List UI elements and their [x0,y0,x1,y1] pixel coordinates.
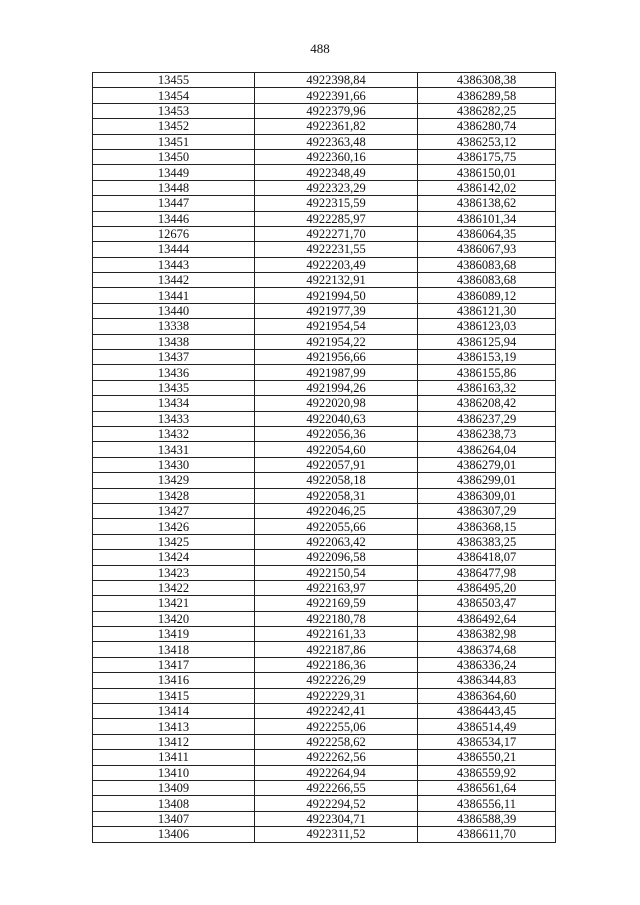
y-coordinate-cell: 4386477,98 [418,565,556,580]
y-coordinate-cell: 4386611,70 [418,827,556,842]
table-row [93,211,556,226]
page-number: 488 [310,41,330,56]
x-coordinate-cell: 4921977,39 [255,303,418,318]
x-coordinate-cell: 4922255,06 [255,719,418,734]
y-coordinate-cell: 4386307,29 [418,503,556,518]
point-number-cell: 13432 [93,426,255,441]
y-coordinate-cell: 4386125,94 [418,334,556,349]
y-coordinate-cell: 4386253,12 [418,134,556,149]
y-coordinate-cell: 4386492,64 [418,611,556,626]
table-row [93,226,556,241]
point-number-cell: 13431 [93,442,255,457]
x-coordinate-cell: 4922132,91 [255,273,418,288]
x-coordinate-cell: 4922150,54 [255,565,418,580]
x-coordinate-cell: 4921954,22 [255,334,418,349]
x-coordinate-cell: 4922379,96 [255,103,418,118]
y-coordinate-cell: 4386208,42 [418,396,556,411]
point-number-cell: 13455 [93,73,255,88]
table-row [93,334,556,349]
x-coordinate-cell: 4922180,78 [255,611,418,626]
table-row [93,196,556,211]
x-coordinate-cell: 4922186,36 [255,657,418,672]
x-coordinate-cell: 4922054,60 [255,442,418,457]
y-coordinate-cell: 4386443,45 [418,704,556,719]
y-coordinate-cell: 4386264,04 [418,442,556,457]
point-number-cell: 13338 [93,319,255,334]
y-coordinate-cell: 4386280,74 [418,119,556,134]
point-number-cell: 13452 [93,119,255,134]
point-number-cell: 13419 [93,627,255,642]
x-coordinate-cell: 4922398,84 [255,73,418,88]
table-row [93,534,556,549]
point-number-cell: 13453 [93,103,255,118]
y-coordinate-cell: 4386155,86 [418,365,556,380]
point-number-cell: 13449 [93,165,255,180]
table-row [93,457,556,472]
point-number-cell: 13433 [93,411,255,426]
x-coordinate-cell: 4922229,31 [255,688,418,703]
point-number-cell: 13422 [93,580,255,595]
point-number-cell: 13425 [93,534,255,549]
y-coordinate-cell: 4386534,17 [418,734,556,749]
point-number-cell: 13428 [93,488,255,503]
point-number-cell: 13441 [93,288,255,303]
table-row [93,473,556,488]
table-row [93,273,556,288]
y-coordinate-cell: 4386383,25 [418,534,556,549]
table-row [93,411,556,426]
y-coordinate-cell: 4386364,60 [418,688,556,703]
y-coordinate-cell: 4386175,75 [418,149,556,164]
x-coordinate-cell: 4922040,63 [255,411,418,426]
y-coordinate-cell: 4386368,15 [418,519,556,534]
x-coordinate-cell: 4922057,91 [255,457,418,472]
x-coordinate-cell: 4922294,52 [255,796,418,811]
y-coordinate-cell: 4386559,92 [418,765,556,780]
x-coordinate-cell: 4922361,82 [255,119,418,134]
table-row [93,134,556,149]
y-coordinate-cell: 4386374,68 [418,642,556,657]
x-coordinate-cell: 4922056,36 [255,426,418,441]
table-row [93,303,556,318]
point-number-cell: 13448 [93,180,255,195]
y-coordinate-cell: 4386083,68 [418,273,556,288]
table-row [93,442,556,457]
point-number-cell: 13412 [93,734,255,749]
table-row [93,688,556,703]
x-coordinate-cell: 4922258,62 [255,734,418,749]
x-coordinate-cell: 4922262,56 [255,750,418,765]
point-number-cell: 13437 [93,350,255,365]
point-number-cell: 13424 [93,550,255,565]
point-number-cell: 13408 [93,796,255,811]
table-row [93,288,556,303]
x-coordinate-cell: 4922169,59 [255,596,418,611]
point-number-cell: 13410 [93,765,255,780]
x-coordinate-cell: 4922058,31 [255,488,418,503]
x-coordinate-cell: 4922348,49 [255,165,418,180]
y-coordinate-cell: 4386138,62 [418,196,556,211]
point-number-cell: 13409 [93,780,255,795]
x-coordinate-cell: 4922266,55 [255,780,418,795]
point-number-cell: 13407 [93,811,255,826]
y-coordinate-cell: 4386418,07 [418,550,556,565]
point-number-cell: 13434 [93,396,255,411]
y-coordinate-cell: 4386064,35 [418,226,556,241]
x-coordinate-cell: 4922187,86 [255,642,418,657]
table-row [93,165,556,180]
y-coordinate-cell: 4386561,64 [418,780,556,795]
point-number-cell: 13416 [93,673,255,688]
x-coordinate-cell: 4922063,42 [255,534,418,549]
point-number-cell: 13430 [93,457,255,472]
y-coordinate-cell: 4386550,21 [418,750,556,765]
table-row [93,827,556,842]
point-number-cell: 13418 [93,642,255,657]
x-coordinate-cell: 4922363,48 [255,134,418,149]
table-row [93,350,556,365]
x-coordinate-cell: 4922285,97 [255,211,418,226]
point-number-cell: 13411 [93,750,255,765]
y-coordinate-cell: 4386083,68 [418,257,556,272]
y-coordinate-cell: 4386344,83 [418,673,556,688]
x-coordinate-cell: 4921994,26 [255,380,418,395]
x-coordinate-cell: 4922163,97 [255,580,418,595]
point-number-cell: 13442 [93,273,255,288]
x-coordinate-cell: 4922360,16 [255,149,418,164]
x-coordinate-cell: 4922096,58 [255,550,418,565]
table-row [93,596,556,611]
y-coordinate-cell: 4386163,32 [418,380,556,395]
table-row [93,149,556,164]
y-coordinate-cell: 4386089,12 [418,288,556,303]
y-coordinate-cell: 4386238,73 [418,426,556,441]
x-coordinate-cell: 4922058,18 [255,473,418,488]
table-row [93,319,556,334]
point-number-cell: 13440 [93,303,255,318]
table-row [93,780,556,795]
table-row [93,88,556,103]
table-row [93,73,556,88]
table-row [93,580,556,595]
point-number-cell: 13423 [93,565,255,580]
y-coordinate-cell: 4386588,39 [418,811,556,826]
x-coordinate-cell: 4921954,54 [255,319,418,334]
point-number-cell: 12676 [93,226,255,241]
table-row [93,765,556,780]
coordinates-table-body [93,73,556,843]
table-row [93,503,556,518]
table-row [93,565,556,580]
x-coordinate-cell: 4922264,94 [255,765,418,780]
point-number-cell: 13413 [93,719,255,734]
table-row [93,627,556,642]
table-row [93,519,556,534]
y-coordinate-cell: 4386142,02 [418,180,556,195]
y-coordinate-cell: 4386121,30 [418,303,556,318]
table-row [93,642,556,657]
point-number-cell: 13421 [93,596,255,611]
table-row [93,119,556,134]
x-coordinate-cell: 4922020,98 [255,396,418,411]
table-row [93,734,556,749]
y-coordinate-cell: 4386503,47 [418,596,556,611]
point-number-cell: 13447 [93,196,255,211]
point-number-cell: 13427 [93,503,255,518]
x-coordinate-cell: 4922323,29 [255,180,418,195]
y-coordinate-cell: 4386067,93 [418,242,556,257]
x-coordinate-cell: 4922226,29 [255,673,418,688]
table-row [93,750,556,765]
y-coordinate-cell: 4386308,38 [418,73,556,88]
point-number-cell: 13435 [93,380,255,395]
table-row [93,103,556,118]
point-number-cell: 13443 [93,257,255,272]
point-number-cell: 13451 [93,134,255,149]
point-number-cell: 13426 [93,519,255,534]
point-number-cell: 13438 [93,334,255,349]
x-coordinate-cell: 4922231,55 [255,242,418,257]
y-coordinate-cell: 4386299,01 [418,473,556,488]
table-row [93,657,556,672]
point-number-cell: 13417 [93,657,255,672]
table-row [93,380,556,395]
table-row [93,811,556,826]
y-coordinate-cell: 4386237,29 [418,411,556,426]
table-row [93,365,556,380]
x-coordinate-cell: 4922046,25 [255,503,418,518]
table-row [93,426,556,441]
y-coordinate-cell: 4386382,98 [418,627,556,642]
table-row [93,242,556,257]
x-coordinate-cell: 4922203,49 [255,257,418,272]
point-number-cell: 13415 [93,688,255,703]
table-row [93,180,556,195]
point-number-cell: 13414 [93,704,255,719]
y-coordinate-cell: 4386495,20 [418,580,556,595]
x-coordinate-cell: 4922391,66 [255,88,418,103]
point-number-cell: 13446 [93,211,255,226]
point-number-cell: 13420 [93,611,255,626]
y-coordinate-cell: 4386153,19 [418,350,556,365]
y-coordinate-cell: 4386123,03 [418,319,556,334]
coordinates-table [92,72,556,843]
table-row [93,704,556,719]
y-coordinate-cell: 4386514,49 [418,719,556,734]
x-coordinate-cell: 4922242,41 [255,704,418,719]
point-number-cell: 13454 [93,88,255,103]
table-row [93,673,556,688]
y-coordinate-cell: 4386150,01 [418,165,556,180]
point-number-cell: 13450 [93,149,255,164]
point-number-cell: 13444 [93,242,255,257]
y-coordinate-cell: 4386282,25 [418,103,556,118]
table-row [93,396,556,411]
x-coordinate-cell: 4921956,66 [255,350,418,365]
x-coordinate-cell: 4922161,33 [255,627,418,642]
point-number-cell: 13429 [93,473,255,488]
y-coordinate-cell: 4386289,58 [418,88,556,103]
y-coordinate-cell: 4386556,11 [418,796,556,811]
x-coordinate-cell: 4922055,66 [255,519,418,534]
table-row [93,550,556,565]
table-row [93,719,556,734]
x-coordinate-cell: 4921987,99 [255,365,418,380]
y-coordinate-cell: 4386279,01 [418,457,556,472]
table-row [93,796,556,811]
y-coordinate-cell: 4386101,34 [418,211,556,226]
table-row [93,257,556,272]
y-coordinate-cell: 4386309,01 [418,488,556,503]
table-row [93,611,556,626]
y-coordinate-cell: 4386336,24 [418,657,556,672]
x-coordinate-cell: 4922304,71 [255,811,418,826]
x-coordinate-cell: 4922311,52 [255,827,418,842]
point-number-cell: 13436 [93,365,255,380]
x-coordinate-cell: 4921994,50 [255,288,418,303]
point-number-cell: 13406 [93,827,255,842]
x-coordinate-cell: 4922315,59 [255,196,418,211]
x-coordinate-cell: 4922271,70 [255,226,418,241]
table-row [93,488,556,503]
